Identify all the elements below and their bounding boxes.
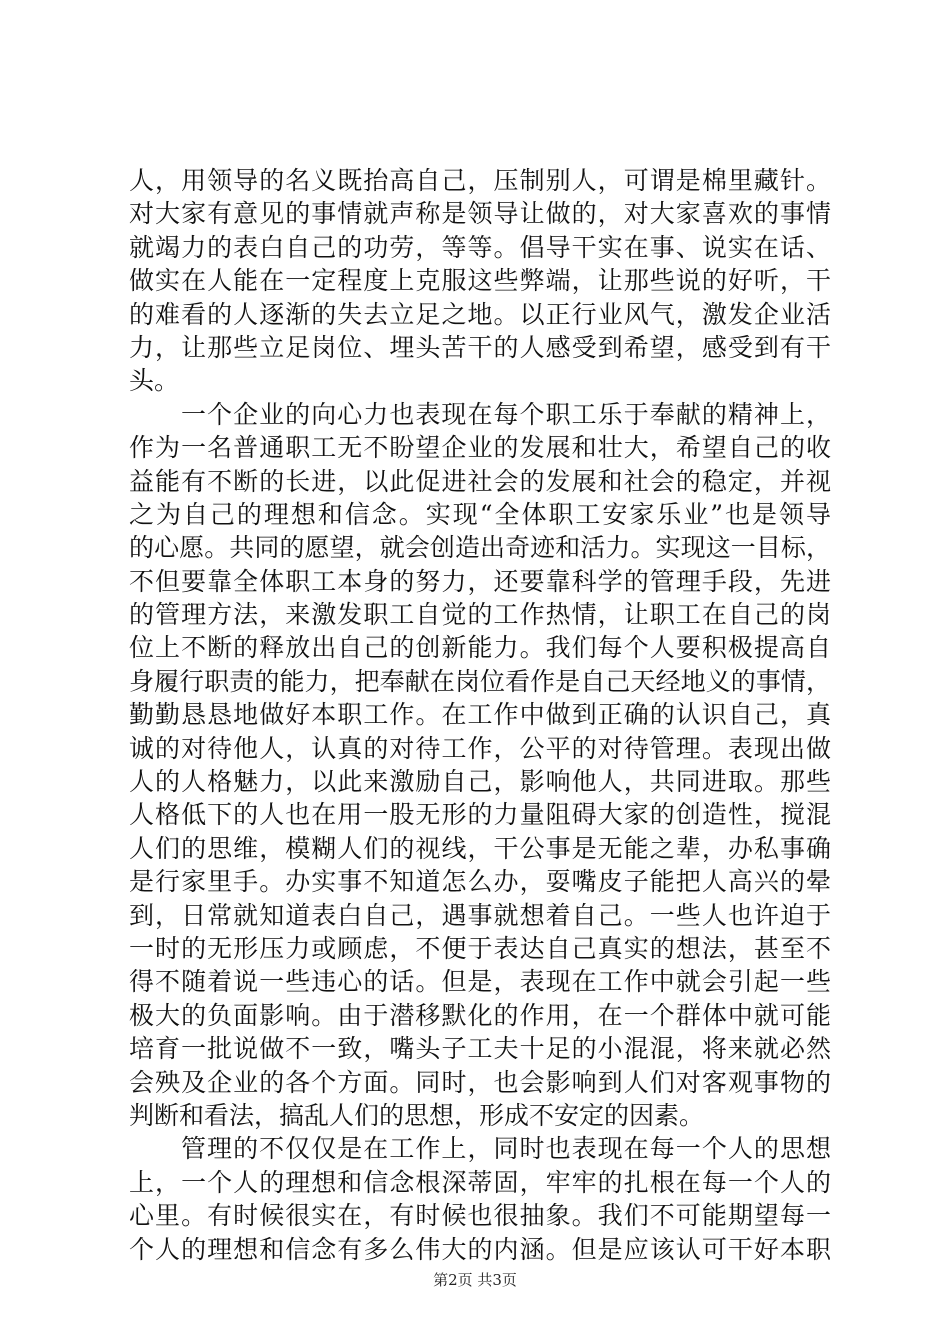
text-line: 益能有不断的长进，以此促进社会的发展和社会的稳定，并视 xyxy=(129,466,831,496)
text-line: 上，一个人的理想和信念根深蒂固，牢牢的扎根在每一个人的 xyxy=(129,1167,831,1197)
text-line: 之为自己的理想和信念。实现“全体职工安家乐业”也是领导 xyxy=(129,499,831,529)
text-line: 会殃及企业的各个方面。同时，也会影响到人们对客观事物的 xyxy=(129,1067,831,1097)
text-line: 心里。有时候很实在，有时候也很抽象。我们不可能期望每一 xyxy=(129,1201,831,1231)
body-text xyxy=(129,164,831,1266)
page-footer: 第2页 共3页 xyxy=(433,1271,517,1289)
text-line: 的管理方法，来激发职工自觉的工作热情，让职工在自己的岗 xyxy=(129,600,831,630)
text-line: 作为一名普通职工无不盼望企业的发展和壮大，希望自己的收 xyxy=(129,433,831,463)
text-line: 判断和看法，搞乱人们的思想，形成不安定的因素。 xyxy=(129,1100,705,1130)
text-line: 人的人格魅力，以此来激励自己，影响他人，共同进取。那些 xyxy=(129,767,831,797)
text-line: 到，日常就知道表白自己，遇事就想着自己。一些人也许迫于 xyxy=(129,900,831,930)
text-line: 人格低下的人也在用一股无形的力量阻碍大家的创造性，搅混 xyxy=(129,800,831,830)
text-line: 极大的负面影响。由于潜移默化的作用，在一个群体中就可能 xyxy=(129,1000,831,1030)
text-line: 个人的理想和信念有多么伟大的内涵。但是应该认可干好本职 xyxy=(129,1234,831,1264)
text-line: 培育一批说做不一致，嘴头子工夫十足的小混混，将来就必然 xyxy=(129,1034,831,1064)
text-line: 一个企业的向心力也表现在每个职工乐于奉献的精神上， xyxy=(181,399,831,429)
text-line: 人，用领导的名义既抬高自己，压制别人，可谓是棉里藏针。 xyxy=(129,166,831,195)
text-line: 的难看的人逐渐的失去立足之地。以正行业风气，激发企业活 xyxy=(129,299,831,329)
text-line: 勤勤恳恳地做好本职工作。在工作中做到正确的认识自己，真 xyxy=(129,700,831,730)
text-line: 管理的不仅仅是在工作上，同时也表现在每一个人的思想 xyxy=(181,1134,831,1164)
text-line: 诚的对待他人，认真的对待工作，公平的对待管理。表现出做 xyxy=(129,733,831,763)
text-line: 不但要靠全体职工本身的努力，还要靠科学的管理手段，先进 xyxy=(129,566,831,596)
text-line: 身履行职责的能力，把奉献在岗位看作是自己天经地义的事情， xyxy=(129,666,831,696)
text-line: 位上不断的释放出自己的创新能力。我们每个人要积极提高自 xyxy=(129,633,831,663)
text-line: 就竭力的表白自己的功劳，等等。倡导干实在事、说实在话、 xyxy=(129,232,831,262)
text-line: 做实在人能在一定程度上克服这些弊端，让那些说的好听，干 xyxy=(129,266,831,296)
text-line: 得不随着说一些违心的话。但是，表现在工作中就会引起一些 xyxy=(129,967,831,997)
text-line: 一时的无形压力或顾虑，不便于表达自己真实的想法，甚至不 xyxy=(129,933,831,963)
text-line: 力，让那些立足岗位、埋头苦干的人感受到希望，感受到有干 xyxy=(129,332,831,362)
text-line: 的心愿。共同的愿望，就会创造出奇迹和活力。实现这一目标， xyxy=(129,533,831,563)
text-line: 头。 xyxy=(129,366,180,396)
text-line: 是行家里手。办实事不知道怎么办，耍嘴皮子能把人高兴的晕 xyxy=(129,867,831,897)
text-line: 对大家有意见的事情就声称是领导让做的，对大家喜欢的事情 xyxy=(129,199,831,229)
text-line: 人们的思维，模糊人们的视线，干公事是无能之辈，办私事确 xyxy=(129,833,831,863)
